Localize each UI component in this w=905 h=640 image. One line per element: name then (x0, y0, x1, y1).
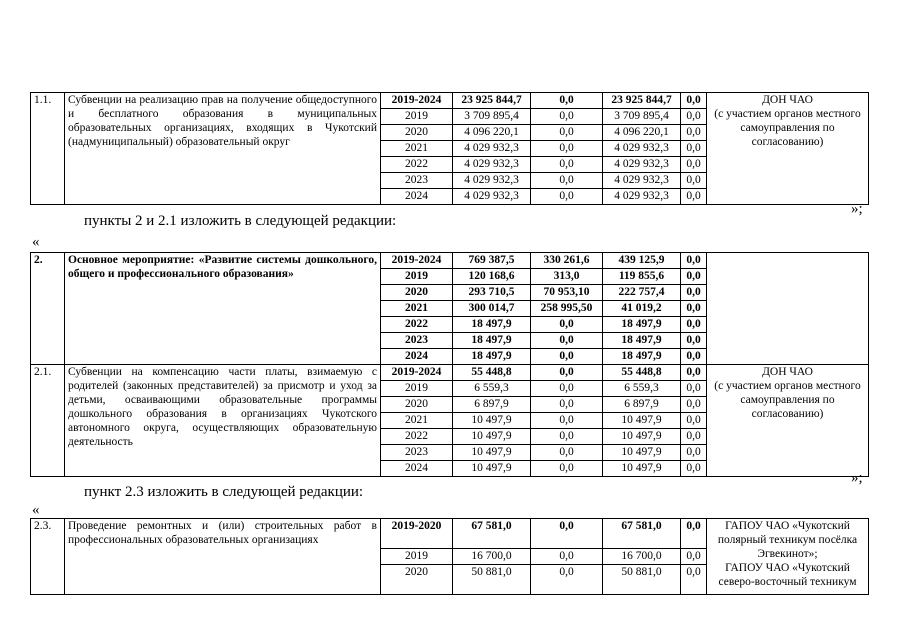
total-cell: 4 029 932,3 (453, 189, 531, 205)
reg-cell: 18 497,9 (603, 317, 681, 333)
year-cell: 2021 (381, 301, 453, 317)
year-cell: 2020 (381, 397, 453, 413)
total-cell: 18 497,9 (453, 333, 531, 349)
item-number: 2. (31, 253, 65, 365)
total-cell: 300 014,7 (453, 301, 531, 317)
year-cell: 2019 (381, 549, 453, 565)
total-cell: 4 029 932,3 (453, 157, 531, 173)
other-cell: 0,0 (681, 549, 707, 565)
year-cell: 2023 (381, 173, 453, 189)
fed-cell: 0,0 (531, 445, 603, 461)
total-cell: 55 448,8 (453, 365, 531, 381)
reg-cell: 55 448,8 (603, 365, 681, 381)
total-cell: 23 925 844,7 (453, 93, 531, 109)
total-cell: 10 497,9 (453, 461, 531, 477)
reg-cell: 119 855,6 (603, 269, 681, 285)
other-cell: 0,0 (681, 461, 707, 477)
year-cell: 2022 (381, 157, 453, 173)
reg-cell: 50 881,0 (603, 565, 681, 595)
table-row (31, 365, 869, 381)
year-cell: 2020 (381, 285, 453, 301)
year-cell: 2019-2024 (381, 253, 453, 269)
year-cell: 2024 (381, 189, 453, 205)
fed-cell: 0,0 (531, 349, 603, 365)
year-cell: 2019 (381, 109, 453, 125)
year-cell: 2020 (381, 125, 453, 141)
year-cell: 2024 (381, 349, 453, 365)
item-number: 1.1. (31, 93, 65, 205)
total-cell: 769 387,5 (453, 253, 531, 269)
other-cell: 0,0 (681, 365, 707, 381)
other-cell: 0,0 (681, 397, 707, 413)
other-cell: 0,0 (681, 317, 707, 333)
fed-cell: 0,0 (531, 519, 603, 549)
fed-cell: 313,0 (531, 269, 603, 285)
total-cell: 16 700,0 (453, 549, 531, 565)
reg-cell: 16 700,0 (603, 549, 681, 565)
reg-cell: 18 497,9 (603, 333, 681, 349)
table-items-2-2-1 (30, 252, 869, 477)
total-cell: 18 497,9 (453, 317, 531, 333)
fed-cell: 0,0 (531, 189, 603, 205)
item-name: Проведение ремонтных и (или) строительных работ в профессиональных образовательных организациях (65, 519, 381, 595)
other-cell: 0,0 (681, 173, 707, 189)
year-cell: 2019 (381, 381, 453, 397)
total-cell: 120 168,6 (453, 269, 531, 285)
item-name: Субвенции на компенсацию части платы, взимаемую с родителей (законных представителей) за присмотр и уход за детьми, осваивающими образовательные программы дошкольного образования в организациях Чукотского автономного округа, осуществляющих образовательную деятельность (65, 365, 381, 477)
item-number: 2.3. (31, 519, 65, 595)
fed-cell: 0,0 (531, 413, 603, 429)
reg-cell: 23 925 844,7 (603, 93, 681, 109)
year-cell: 2019-2024 (381, 365, 453, 381)
reg-cell: 439 125,9 (603, 253, 681, 269)
closing-quote-2: »; (851, 470, 863, 486)
other-cell: 0,0 (681, 519, 707, 549)
reg-cell: 41 019,2 (603, 301, 681, 317)
other-cell: 0,0 (681, 301, 707, 317)
fed-cell: 70 953,10 (531, 285, 603, 301)
fed-cell: 330 261,6 (531, 253, 603, 269)
total-cell: 10 497,9 (453, 445, 531, 461)
other-cell: 0,0 (681, 445, 707, 461)
other-cell: 0,0 (681, 429, 707, 445)
table-item-1-1 (30, 92, 869, 205)
opening-quote-2: « (32, 502, 40, 518)
other-cell: 0,0 (681, 333, 707, 349)
fed-cell: 0,0 (531, 125, 603, 141)
fed-cell: 0,0 (531, 109, 603, 125)
year-cell: 2019 (381, 269, 453, 285)
fed-cell: 0,0 (531, 141, 603, 157)
fed-cell: 0,0 (531, 157, 603, 173)
year-cell: 2023 (381, 445, 453, 461)
year-cell: 2022 (381, 429, 453, 445)
other-cell: 0,0 (681, 565, 707, 595)
reg-cell: 10 497,9 (603, 445, 681, 461)
reg-cell: 6 559,3 (603, 381, 681, 397)
fed-cell: 0,0 (531, 317, 603, 333)
year-cell: 2019-2024 (381, 93, 453, 109)
executor-cell: ДОН ЧАО (с участием органов местного самоуправления по согласованию) (707, 365, 869, 477)
fed-cell: 0,0 (531, 173, 603, 189)
instruction-paragraph-2: пункт 2.3 изложить в следующей редакции: (84, 484, 364, 500)
executor-cell (707, 253, 869, 365)
reg-cell: 4 029 932,3 (603, 173, 681, 189)
fed-cell: 0,0 (531, 381, 603, 397)
fed-cell: 0,0 (531, 429, 603, 445)
reg-cell: 6 897,9 (603, 397, 681, 413)
other-cell: 0,0 (681, 189, 707, 205)
table-row (31, 519, 869, 549)
other-cell: 0,0 (681, 285, 707, 301)
total-cell: 18 497,9 (453, 349, 531, 365)
total-cell: 3 709 895,4 (453, 109, 531, 125)
reg-cell: 4 029 932,3 (603, 157, 681, 173)
reg-cell: 222 757,4 (603, 285, 681, 301)
other-cell: 0,0 (681, 141, 707, 157)
total-cell: 6 559,3 (453, 381, 531, 397)
fed-cell: 0,0 (531, 549, 603, 565)
reg-cell: 10 497,9 (603, 429, 681, 445)
total-cell: 293 710,5 (453, 285, 531, 301)
fed-cell: 258 995,50 (531, 301, 603, 317)
other-cell: 0,0 (681, 269, 707, 285)
total-cell: 4 029 932,3 (453, 141, 531, 157)
table-item-2-3 (30, 518, 869, 595)
year-cell: 2021 (381, 141, 453, 157)
fed-cell: 0,0 (531, 333, 603, 349)
total-cell: 67 581,0 (453, 519, 531, 549)
other-cell: 0,0 (681, 381, 707, 397)
year-cell: 2023 (381, 333, 453, 349)
year-cell: 2024 (381, 461, 453, 477)
other-cell: 0,0 (681, 413, 707, 429)
year-cell: 2019-2020 (381, 519, 453, 549)
reg-cell: 10 497,9 (603, 461, 681, 477)
item-name: Субвенции на реализацию прав на получение общедоступного и бесплатного образования в муниципальных образовательных организациях, входящих в Чукотский (надмуниципальный) образовательный округ (65, 93, 381, 205)
other-cell: 0,0 (681, 157, 707, 173)
other-cell: 0,0 (681, 109, 707, 125)
instruction-paragraph-1: пункты 2 и 2.1 изложить в следующей редакции: (84, 213, 397, 229)
table-row (31, 253, 869, 269)
total-cell: 10 497,9 (453, 413, 531, 429)
total-cell: 6 897,9 (453, 397, 531, 413)
fed-cell: 0,0 (531, 365, 603, 381)
total-cell: 4 029 932,3 (453, 173, 531, 189)
item-number: 2.1. (31, 365, 65, 477)
closing-quote-1: »; (851, 201, 863, 217)
fed-cell: 0,0 (531, 565, 603, 595)
other-cell: 0,0 (681, 93, 707, 109)
reg-cell: 4 096 220,1 (603, 125, 681, 141)
table-row (31, 93, 869, 109)
total-cell: 10 497,9 (453, 429, 531, 445)
reg-cell: 3 709 895,4 (603, 109, 681, 125)
reg-cell: 67 581,0 (603, 519, 681, 549)
executor-cell: ДОН ЧАО (с участием органов местного самоуправления по согласованию) (707, 93, 869, 205)
fed-cell: 0,0 (531, 397, 603, 413)
other-cell: 0,0 (681, 125, 707, 141)
opening-quote-1: « (32, 234, 40, 250)
fed-cell: 0,0 (531, 93, 603, 109)
year-cell: 2020 (381, 565, 453, 595)
executor-cell: ГАПОУ ЧАО «Чукотский полярный техникум посёлка Эгвекинот»; ГАПОУ ЧАО «Чукотский северо-восточный техникум (707, 519, 869, 595)
item-name: Основное мероприятие: «Развитие системы дошкольного, общего и профессионального образования» (65, 253, 381, 365)
reg-cell: 4 029 932,3 (603, 189, 681, 205)
reg-cell: 18 497,9 (603, 349, 681, 365)
year-cell: 2022 (381, 317, 453, 333)
total-cell: 4 096 220,1 (453, 125, 531, 141)
other-cell: 0,0 (681, 253, 707, 269)
total-cell: 50 881,0 (453, 565, 531, 595)
other-cell: 0,0 (681, 349, 707, 365)
reg-cell: 10 497,9 (603, 413, 681, 429)
reg-cell: 4 029 932,3 (603, 141, 681, 157)
fed-cell: 0,0 (531, 461, 603, 477)
year-cell: 2021 (381, 413, 453, 429)
